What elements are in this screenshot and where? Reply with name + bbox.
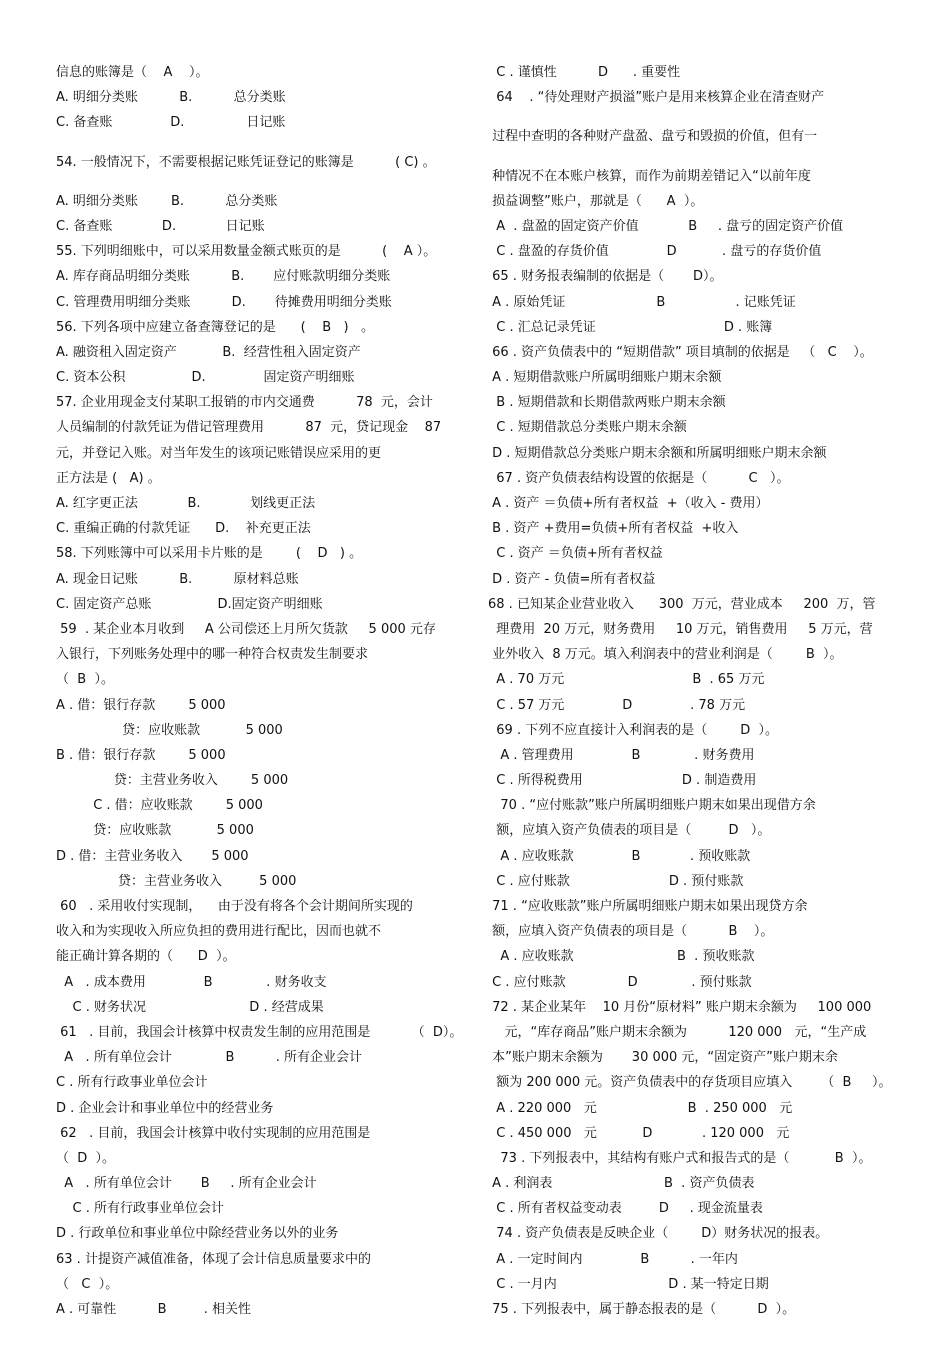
left-text-line: A. 明细分类账 B. 总分类账 [56, 193, 278, 209]
left-text-line: 62 . 目前，我国会计核算中收付实现制的应用范围是 [56, 1125, 371, 1141]
left-text-line: D . 借：主营业务收入 5 000 [56, 848, 249, 864]
left-text-line: 贷：主营业务收入 5 000 [56, 873, 297, 889]
left-text-line: 60 . 采用收付实现制， 由于没有将各个会计期间所实现的 [56, 899, 413, 914]
left-text-line: 56. 下列各项中应建立备查簿登记的是 ( B ) 。 [56, 319, 374, 335]
right-text-line: 66 . 资产负债表中的 “短期借款” 项目填制的依据是 （ C ）。 [488, 344, 873, 360]
right-text-line: 过程中查明的各种财产盘盈、盘亏和毁损的价值，但有一 [488, 129, 818, 145]
right-text-line: C . 资产 ＝负债+所有者权益 [488, 546, 663, 562]
right-text-line: 额，应填入资产负债表的项目是（ D ）。 [488, 823, 771, 839]
right-text-line: C . 57 万元 D . 78 万元 [488, 697, 746, 713]
right-text-line: C . 汇总记录凭证 D . 账簿 [488, 319, 773, 335]
left-text-line: 贷：应收账款 5 000 [56, 722, 283, 738]
left-text-line: 63 . 计提资产减值准备，体现了会计信息质量要求中的 [56, 1251, 371, 1267]
right-text-line: A . 管理费用 B . 财务费用 [488, 747, 755, 763]
right-text-line: C . 谨慎性 D . 重要性 [488, 65, 681, 80]
left-text-line: C. 资本公积 D. 固定资产明细账 [56, 370, 355, 386]
left-text-line: C. 固定资产总账 D.固定资产明细账 [56, 596, 323, 612]
right-text-line: C . 盘盈的存货价值 D . 盘亏的存货价值 [488, 244, 822, 260]
left-text-line: （ D ）。 [56, 1150, 116, 1166]
left-text-line: 入银行，下列账务处理中的哪一种符合权责发生制要求 [56, 647, 369, 663]
right-text-line: 业外收入 8 万元。填入利润表中的营业利润是（ B ）。 [488, 647, 843, 663]
right-spacer [488, 150, 928, 164]
right-text-line: 元，“库存商品”账户期末余额为 120 000 元，“生产成 [488, 1024, 867, 1040]
left-text-line: 54. 一般情况下，不需要根据记账凭证登记的账簿是 ( C) 。 [56, 154, 436, 170]
left-text-line: 57. 企业用现金支付某职工报销的市内交通费 78 元，会计 [56, 395, 433, 411]
left-text-line: 贷：应收账款 5 000 [56, 823, 254, 839]
left-text-line: 人员编制的付款凭证为借记管理费用 87 元，贷记现金 87 [56, 420, 442, 436]
right-text-line: C . 短期借款总分类账户期末余额 [488, 420, 687, 436]
right-text-line: A . 短期借款账户所属明细账户期末余额 [488, 370, 722, 386]
right-text-line: C . 所有者权益变动表 D . 现金流量表 [488, 1201, 763, 1217]
left-text-line: A . 所有单位会计 B . 所有企业会计 [56, 1050, 363, 1066]
left-text-line: A . 成本费用 B . 财务收支 [56, 974, 327, 990]
right-text-line: 68 . 已知某企业营业收入 300 万元，营业成本 200 万，管 [488, 596, 876, 612]
right-text-line: C . 应付账款 D . 预付账款 [488, 974, 752, 990]
left-spacer [56, 175, 476, 189]
right-text-line: D . 资产 - 负债=所有者权益 [488, 571, 656, 587]
right-text-line: 65 . 财务报表编制的依据是（ D）。 [488, 269, 723, 285]
left-text-line: A. 红字更正法 B. 划线更正法 [56, 496, 316, 511]
left-text-line: C. 管理费用明细分类账 D. 待摊费用明细分类账 [56, 294, 392, 310]
right-text-line: 70 . “应付账款”账户所属明细账户期末如果出现借方余 [488, 798, 816, 814]
left-text-line: 贷：主营业务收入 5 000 [56, 773, 289, 789]
left-text-line: C . 所有行政事业单位会计 [56, 1075, 208, 1091]
right-text-line: 69 . 下列不应直接计入利润表的是（ D ）。 [488, 722, 779, 738]
left-text-line: A . 可靠性 B . 相关性 [56, 1302, 251, 1317]
left-text-line: A. 现金日记账 B. 原材料总账 [56, 571, 299, 587]
left-text-line: C. 重编正确的付款凭证 D. 补充更正法 [56, 521, 311, 537]
left-text-line: 收入和为实现收入所应负担的费用进行配比，因而也就不 [56, 924, 382, 940]
right-spacer [488, 110, 928, 124]
left-text-line: A . 所有单位会计 B . 所有企业会计 [56, 1176, 317, 1192]
left-column [56, 60, 476, 1322]
right-text-line: A . 盘盈的固定资产价值 B . 盘亏的固定资产价值 [488, 218, 844, 234]
left-text-line: B . 借：银行存款 5 000 [56, 747, 226, 763]
left-text-line: D . 行政单位和事业单位中除经营业务以外的业务 [56, 1226, 339, 1242]
left-text-line: A. 明细分类账 B. 总分类账 [56, 90, 286, 106]
right-text-line: B . 短期借款和长期借款两账户期末余额 [488, 395, 726, 411]
right-text-line: C . 所得税费用 D . 制造费用 [488, 773, 757, 789]
right-text-line: 额，应填入资产负债表的项目是（ B ）。 [488, 924, 774, 940]
left-spacer [56, 136, 476, 150]
right-text-line: A . 220 000 元 B . 250 000 元 [488, 1100, 793, 1116]
left-text-line: C . 财务状况 D . 经营成果 [56, 999, 324, 1015]
right-text-line: A . 应收账款 B . 预收账款 [488, 949, 755, 965]
left-text-line: （ B ）。 [56, 672, 114, 688]
right-column [488, 60, 928, 1322]
right-text-line: A . 原始凭证 B . 记账凭证 [488, 294, 796, 310]
right-text-line: C . 应付账款 D . 预付账款 [488, 873, 744, 889]
left-text-line: C . 借：应收账款 5 000 [56, 798, 263, 814]
left-text-line: 59 . 某企业本月收到 A 公司偿还上月所欠货款 5 000 元存 [56, 621, 436, 637]
left-text-line: 61 . 目前，我国会计核算中权责发生制的应用范围是 （ D）。 [56, 1024, 463, 1040]
right-text-line: 73 . 下列报表中，其结构有账户式和报告式的是（ B ）。 [488, 1150, 872, 1166]
right-text-line: 理费用 20 万元，财务费用 10 万元，销售费用 5 万元，营 [488, 621, 873, 637]
left-text-line: （ C ）。 [56, 1276, 119, 1292]
right-text-line: A . 应收账款 B . 预收账款 [488, 848, 751, 864]
right-text-line: D . 短期借款总分类账户期末余额和所属明细账户期末余额 [488, 445, 827, 461]
left-text-line: A. 融资租入固定资产 B. 经营性租入固定资产 [56, 344, 361, 360]
right-text-line: 损益调整”账户，那就是（ A ）。 [488, 193, 704, 209]
left-text-line: A. 库存商品明细分类账 B. 应付账款明细分类账 [56, 269, 391, 285]
right-text-line: 额为 200 000 元。资产负债表中的存货项目应填入 （ B ）。 [488, 1075, 892, 1091]
right-text-line: C . 一月内 D . 某一特定日期 [488, 1276, 769, 1292]
right-text-line: B . 资产 +费用=负债+所有者权益 +收入 [488, 521, 739, 537]
right-text-line: A . 利润表 B . 资产负债表 [488, 1176, 755, 1192]
right-text-line: A . 资产 ＝负债+所有者权益 +（收入 - 费用） [488, 496, 769, 511]
left-text-line: 55. 下列明细账中，可以采用数量金额式账页的是 ( A ）。 [56, 244, 437, 260]
right-text-line: 67 . 资产负债表结构设置的依据是（ C ）。 [488, 470, 790, 486]
right-text-line: 64 . “待处理财产损溢”账户是用来核算企业在清查财产 [488, 90, 825, 106]
right-text-line: C . 450 000 元 D . 120 000 元 [488, 1125, 790, 1141]
left-text-line: 信息的账簿是（ A ）。 [56, 65, 209, 80]
left-text-line: C. 备查账 D. 日记账 [56, 218, 265, 234]
right-text-line: A . 一定时间内 B . 一年内 [488, 1251, 738, 1267]
left-text-line: 正方法是 ( A) 。 [56, 470, 161, 486]
right-text-line: A . 70 万元 B . 65 万元 [488, 672, 765, 688]
right-text-line: 75 . 下列报表中，属于静态报表的是（ D ）。 [488, 1302, 796, 1317]
left-text-line: 能正确计算各期的（ D ）。 [56, 949, 236, 965]
right-text-line: 71 . “应收账款”账户所属明细账户期末如果出现贷方余 [488, 899, 808, 914]
right-text-line: 72 . 某企业某年 10 月份“原材料” 账户期末余额为 100 000 [488, 999, 872, 1015]
right-text-line: 种情况不在本账户核算，而作为前期差错记入“以前年度 [488, 168, 811, 184]
left-text-line: 58. 下列账簿中可以采用卡片账的是 ( D ) 。 [56, 546, 363, 562]
left-text-line: C. 备查账 D. 日记账 [56, 115, 286, 131]
left-text-line: 元，并登记入账。对当年发生的该项记账错误应采用的更 [56, 445, 382, 461]
left-text-line: D . 企业会计和事业单位中的经营业务 [56, 1100, 274, 1116]
left-text-line: A . 借：银行存款 5 000 [56, 697, 226, 713]
left-text-line: C . 所有行政事业单位会计 [56, 1201, 225, 1217]
right-text-line: 本”账户期末余额为 30 000 元，“固定资产”账户期末余 [488, 1050, 838, 1066]
right-text-line: 74 . 资产负债表是反映企业（ D）财务状况的报表。 [488, 1226, 829, 1242]
